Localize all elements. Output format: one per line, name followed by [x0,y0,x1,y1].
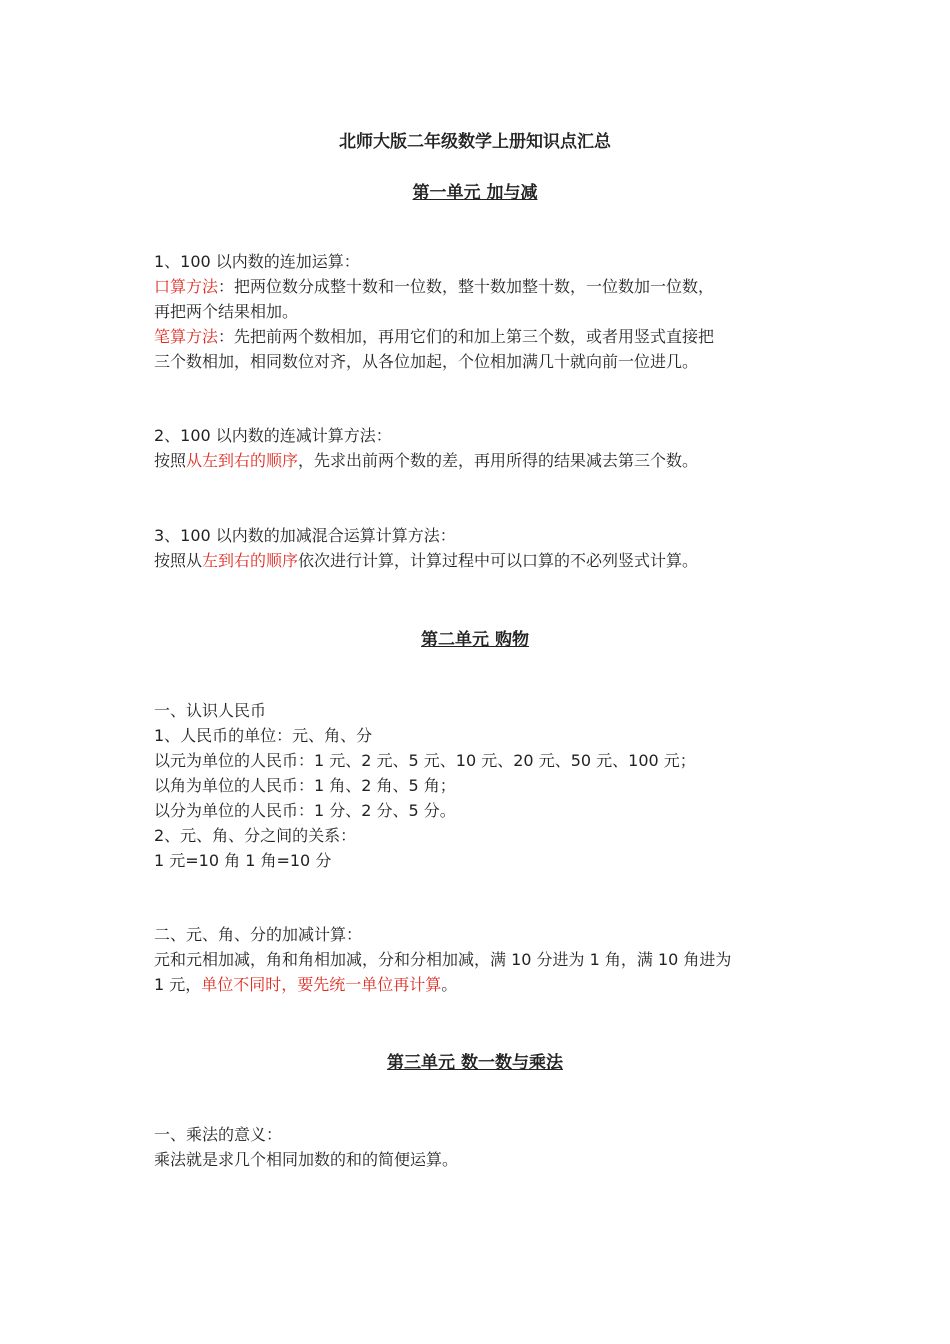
unit2-partA-line4: 以分为单位的人民币：1 分、2 分、5 分。 [154,801,456,820]
unit1-s2-heading: 2、100 以内数的连减计算方法： [154,426,392,445]
unit2-partB-line2-pre: 1 元， [154,975,202,994]
unit1-section1 [154,249,814,374]
oral-method-text-b: 再把两个结果相加。 [154,302,299,321]
unit2-partB-line2-post: 。 [441,975,458,994]
unit2-partA-line6: 1 元=10 角 1 角=10 分 [154,851,332,870]
unit2-partB [154,922,814,997]
unit1-s3-highlight: 左到右的顺序 [202,551,299,570]
unit2-partB-heading: 二、元、角、分的加减计算： [154,925,363,944]
unit3-partA [154,1122,814,1172]
unit1-s2-highlight: 从左到右的顺序 [186,451,299,470]
oral-method-label: 口算方法 [154,277,219,296]
unit2-heading: 第二单元 购物 [421,630,529,650]
unit3-heading: 第三单元 数一数与乘法 [387,1053,563,1073]
unit2-partA-line2: 以元为单位的人民币：1 元、2 元、5 元、10 元、20 元、50 元、100 元； [154,751,696,770]
unit1-s1-oral-line [154,274,814,299]
unit1-s1-written-line [154,324,814,349]
unit1-s2-post: ，先求出前两个数的差，再用所得的结果减去第三个数。 [298,451,699,470]
unit2-partA-heading: 一、认识人民币 [154,701,267,720]
unit2-partA-line5: 2、元、角、分之间的关系： [154,826,357,845]
unit2-partB-line1: 元和元相加减，角和角相加减，分和分相加减，满 10 分进为 1 角，满 10 角进为 [154,950,732,969]
written-method-text-a: ：先把前两个数相加，再用它们的和加上第三个数，或者用竖式直接把 [218,327,715,346]
unit2-partB-highlight: 单位不同时，要先统一单位再计算 [201,975,442,994]
unit1-s3-post: 依次进行计算，计算过程中可以口算的不必列竖式计算。 [298,551,699,570]
unit2-partB-line2 [154,972,814,997]
unit1-s2-pre: 按照 [154,451,187,470]
unit1-section2 [154,423,814,473]
unit1-s3-pre: 按照从 [154,551,203,570]
oral-method-text-a: ：把两位数分成整十数和一位数，整十数加整十数，一位数加一位数， [218,277,715,296]
written-method-text-b: 三个数相加，相同数位对齐，从各位加起，个位相加满几十就向前一位进几。 [154,352,699,371]
unit1-s3-heading: 3、100 以内数的加减混合运算计算方法： [154,526,456,545]
unit1-s2-body [154,448,814,473]
unit1-section3 [154,523,814,573]
unit1-heading: 第一单元 加与减 [412,183,538,203]
unit2-partA [154,698,814,873]
document-title: 北师大版二年级数学上册知识点汇总 [339,132,611,152]
unit1-s3-body [154,548,814,573]
unit2-partA-line3: 以角为单位的人民币：1 角、2 角、5 角； [154,776,456,795]
written-method-label: 笔算方法 [154,327,219,346]
unit3-partA-line1: 乘法就是求几个相同加数的和的简便运算。 [154,1150,459,1169]
unit2-partA-line1: 1、人民币的单位：元、角、分 [154,726,373,745]
unit3-partA-heading: 一、乘法的意义： [154,1125,283,1144]
unit1-s1-heading: 1、100 以内数的连加运算： [154,252,360,271]
